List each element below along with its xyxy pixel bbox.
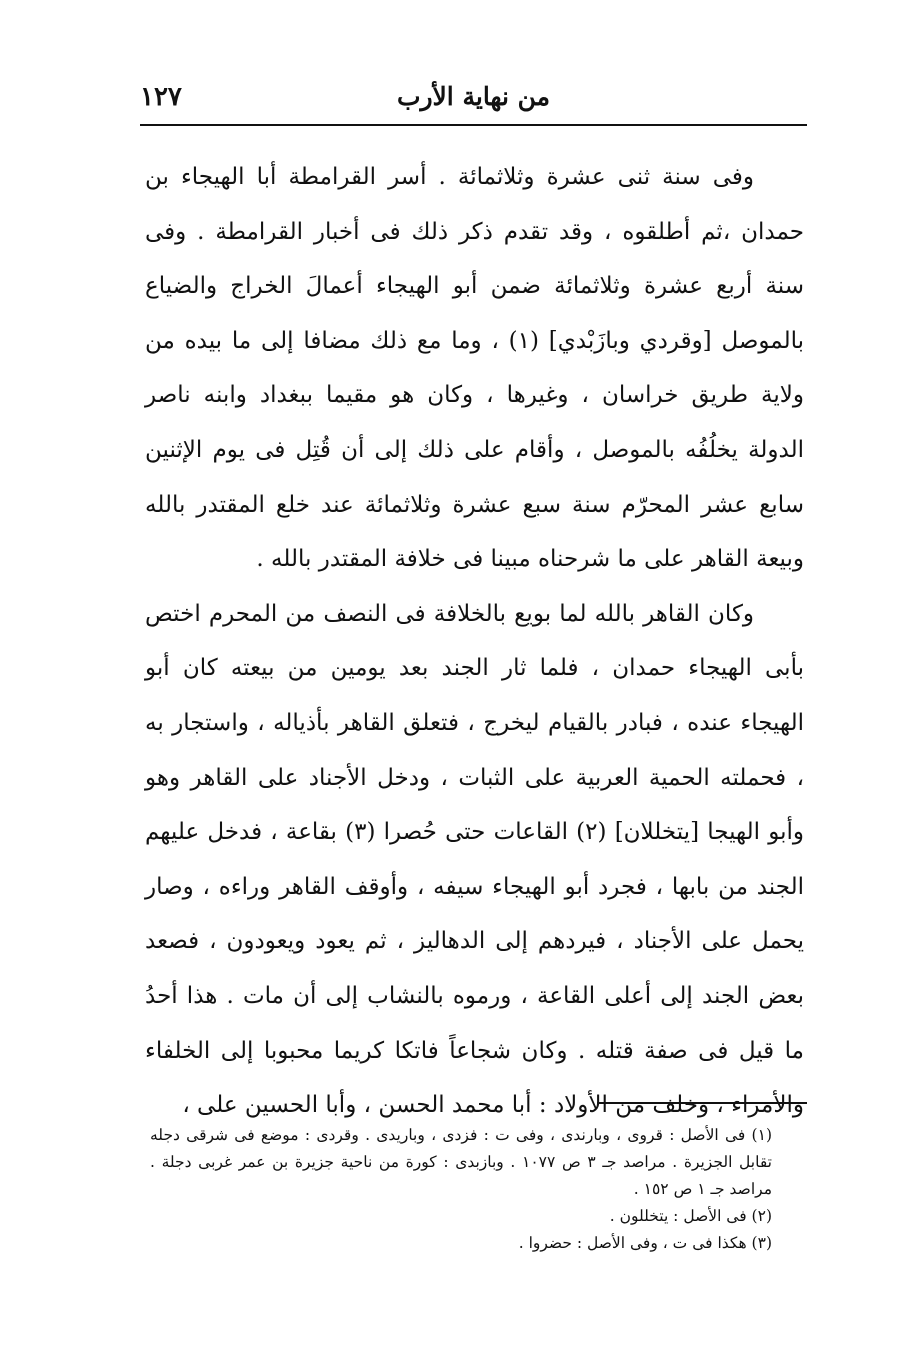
page-header [140, 82, 807, 120]
header-rule [140, 124, 807, 126]
footnote-3: (٣) هكذا فى ت ، وفى الأصل : حضروا . [518, 1234, 772, 1252]
main-text [145, 150, 804, 1133]
page-number: ١٢٧ [140, 82, 182, 112]
footnotes [150, 1122, 772, 1257]
paragraph-2: وكان القاهر بالله لما بويع بالخلافة فى النصف من المحرم اختص بأبى الهيجاء حمدان ، فلما ثار الجند بعد يومين من بيعته كان أبو الهيجاء عنده ، فبادر بالقيام ليخرج ، فتعلق القاهر بأذياله ، واستجار به ، فحملته الحمية العربية على الثبات ، ودخل الأجناد على القاهر وهو وأبو الهيجا [يتخللان] (٢) القاعات حتى حُصرا (٣) بقاعة ، فدخل عليهم الجند من بابها ، فجرد أبو الهيجاء سيفه ، وأوقف القاهر وراءه ، وصار يحمل على الأجناد ، فيردهم إلى الدهاليز ، ثم يعود ويعودون ، فصعد بعض الجند إلى أعلى القاعة ، ورموه بالنشاب إلى أن مات . هذا أحدُ ما قيل فى صفة قتله . وكان شجاعاً فاتكا كريما محبوبا إلى الخلفاء والأمراء ، وخلف من الأولاد : أبا محمد الحسن ، وأبا الحسين على ، [145, 600, 805, 1119]
footnote-1: (١) فى الأصل : قروى ، وبارندى ، وفى ت : فزدى ، وباريدى . وقردى : موضع فى شرقى دجله تقابل الجزيرة . مراصد جـ ٣ ص ١٠٧٧ . وبازبدى : كورة من ناحية جزيرة بن عمر غربى دجلة . مراصد جـ ١ ص ١٥٢ . [150, 1126, 772, 1198]
running-title: من نهاية الأرب [396, 82, 551, 111]
footnote-2: (٢) فى الأصل : يتخللون . [609, 1207, 772, 1225]
paragraph-1: وفى سنة ثنى عشرة وثلاثمائة . أسر القرامطة أبا الهيجاء بن حمدان ،ثم أطلقوه ، وقد تقدم ذكر ذلك فى أخبار القرامطة . وفى سنة أربع عشرة وثلاثمائة ضمن أبو الهيجاء أعمالَ الخراج والضياع بالموصل [وقردي وبازَبْدي] (١) ، وما مع ذلك مضافا إلى ما بيده من ولاية طريق خراسان ، وغيرها ، وكان هو مقيما ببغداد وابنه ناصر الدولة يخلُفُه بالموصل ، وأقام على ذلك إلى أن قُتِل فى يوم الإثنين سابع عشر المحرّم سنة سبع عشرة وثلاثمائة عند خلع المقتدر بالله وبيعة القاهر على ما شرحناه مبينا فى خلافة المقتدر بالله . [145, 164, 804, 573]
footnote-rule [597, 1102, 807, 1104]
